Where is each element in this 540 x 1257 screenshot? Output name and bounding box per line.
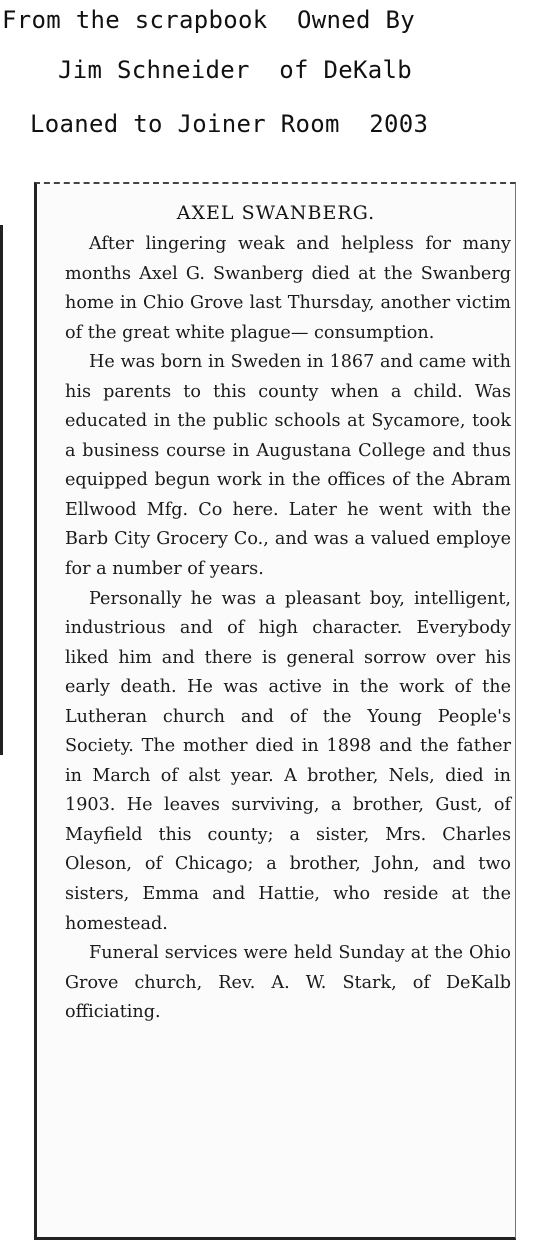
newspaper-clipping bbox=[34, 182, 516, 1240]
header-line-owner: From the scrapbook Owned By bbox=[2, 6, 415, 34]
article-paragraph-4: Funeral services were held Sunday at the Ohio Grove church, Rev. A. W. Stark, of DeKalb officiating. bbox=[65, 943, 511, 1023]
article-paragraph-3: Personally he was a pleasant boy, intelligent, industrious and of high character. Everybody liked him and there is general sorrow over his early death. He was active in the work of the Lutheran church and of the Young People's Society. The mother died in 1898 and the father in March of alst year. A brother, Nels, died in 1903. He leaves surviving, a brother, Gust, of Mayfield this county; a sister, Mrs. Charles Oleson, of Chicago; a brother, John, and two sisters, Emma and Hattie, who reside at the homestead. bbox=[65, 588, 511, 934]
article-headline: AXEL SWANBERG. bbox=[176, 202, 376, 224]
page-edge-mark bbox=[0, 225, 3, 755]
header-line-name: Jim Schneider of DeKalb bbox=[58, 56, 412, 84]
header-line-loan: Loaned to Joiner Room 2003 bbox=[30, 110, 429, 138]
article-paragraph-2: He was born in Sweden in 1867 and came with his parents to this county when a child. Was educated in the public schools at Sycamore, took a business course in Augustana College and thus equipped begun work in the offices of the Abram Ellwood Mfg. Co here. Later he went with the Barb City Grocery Co., and was a valued employe for a number of years. bbox=[65, 352, 511, 580]
article-paragraph-1: After lingering weak and helpless for many months Axel G. Swanberg died at the Swanberg home in Chio Grove last Thursday, another victim of the great white plague— consumption. bbox=[65, 234, 511, 343]
article-body bbox=[65, 230, 511, 1028]
